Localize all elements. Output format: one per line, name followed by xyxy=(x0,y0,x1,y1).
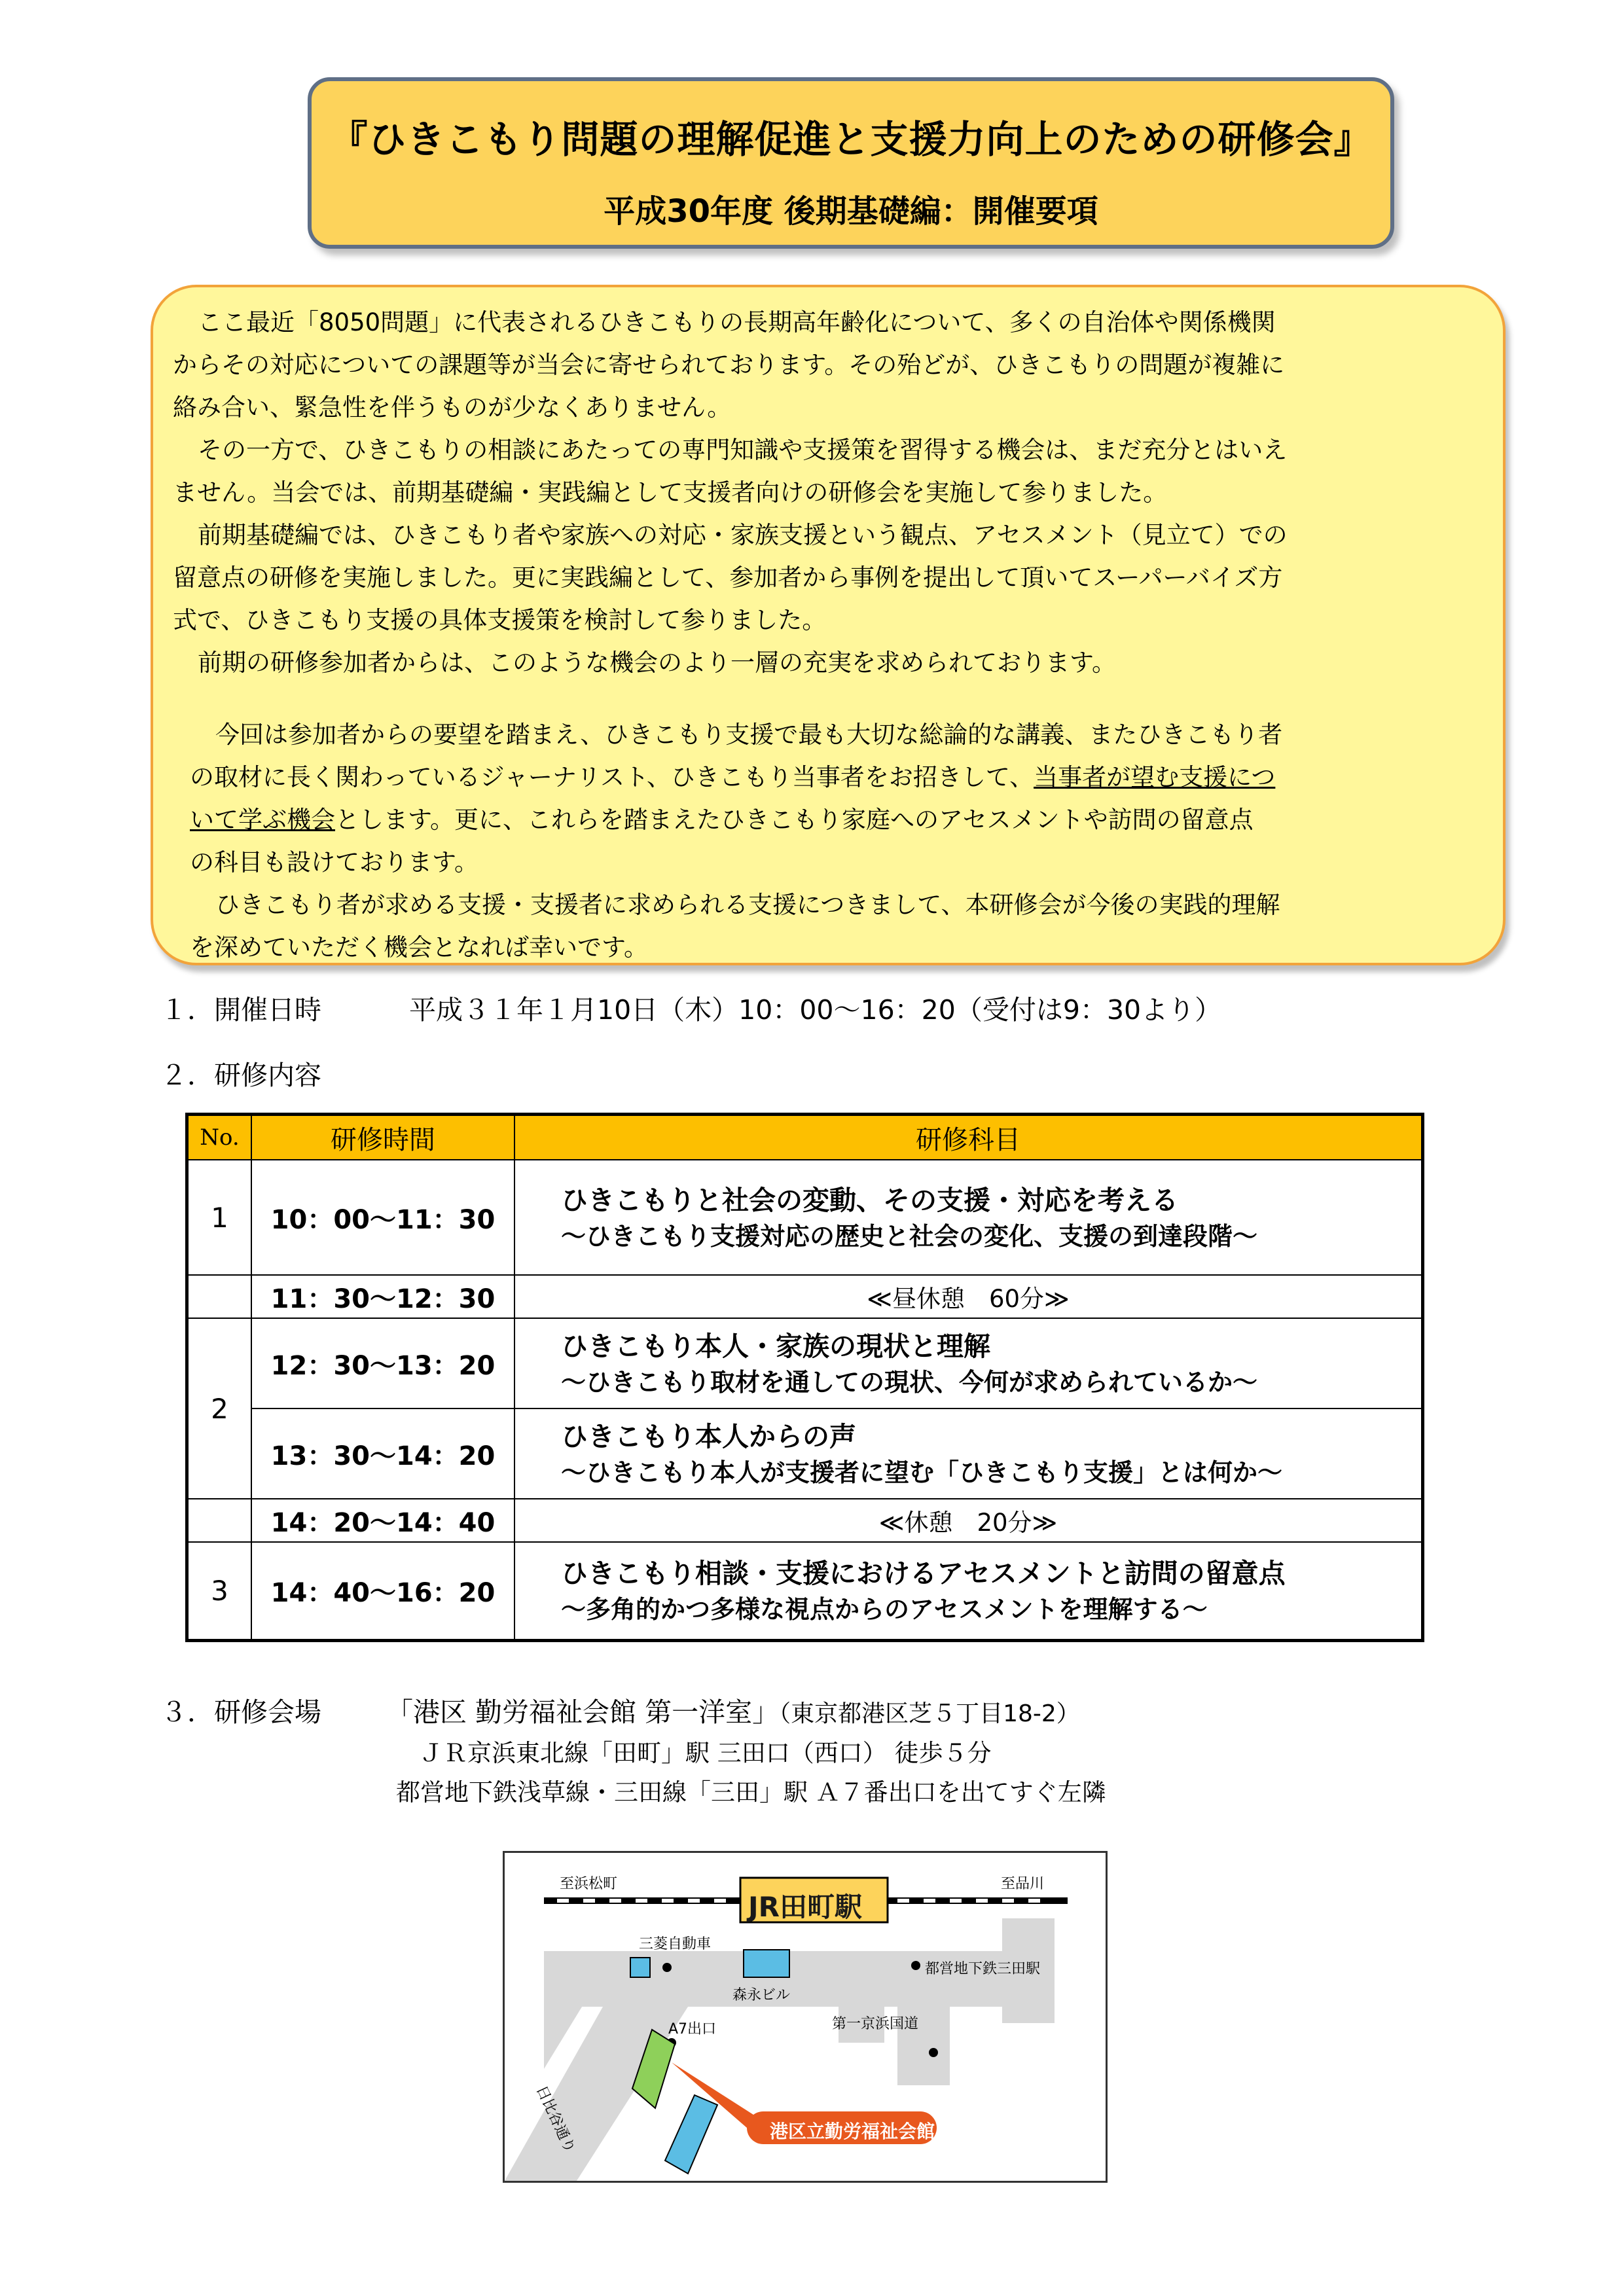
break-label: ≪昼休憩 60分≫ xyxy=(514,1275,1423,1318)
session-subject xyxy=(514,1160,1423,1275)
dot-marker xyxy=(929,2048,938,2057)
intro-line: ここ最近「8050問題」に代表されるひきこもりの長期高年齢化について、多くの自治体や関係機関 xyxy=(198,308,1276,336)
section1-value: 平成３１年１月10日（木）10：00～16：20（受付は9：30より） xyxy=(409,994,1222,1026)
intro-line: を深めていただく機会となれば幸いです。 xyxy=(190,933,649,961)
session-subject xyxy=(514,1542,1423,1640)
session-subject xyxy=(514,1318,1423,1408)
table-row-break xyxy=(187,1275,1423,1318)
intro-line: 留意点の研修を実施しました。更に実践編として、参加者から事例を提出して頂いてスーパーバイズ方 xyxy=(173,564,1283,592)
intro-line: の科目も設けております。 xyxy=(190,848,479,876)
adjacent-building xyxy=(665,2095,717,2174)
document-subtitle: 平成30年度 後期基礎編：開催要項 xyxy=(604,193,1098,230)
table-row xyxy=(187,1160,1423,1275)
map-venue-label: 港区立勤労福祉会館 xyxy=(770,2121,935,2142)
session-no xyxy=(187,1499,252,1542)
session-time: 13：30～14：20 xyxy=(251,1408,514,1499)
intro-text: とします。更に、これらを踏まえたひきこもり家庭へのアセスメントや訪問の留意点 xyxy=(335,806,1254,834)
subject-desc: ～多角的かつ多様な視点からのアセスメントを理解する～ xyxy=(561,1595,1208,1624)
venue-address: （東京都港区芝５丁目18-2） xyxy=(779,1700,1080,1727)
intro-line: 絡み合い、緊急性を伴うものが少なくありません。 xyxy=(173,393,732,422)
morinaga-building xyxy=(744,1950,789,1977)
session-time: 14：40～16：20 xyxy=(251,1542,514,1640)
break-label: ≪休憩 20分≫ xyxy=(514,1499,1423,1542)
access-subway: 都営地下鉄浅草線・三田線「三田」駅 Ａ７番出口を出てすぐ左隣 xyxy=(396,1778,1106,1806)
intro-line: ません。当会では、前期基礎編・実践編として支援者向けの研修会を実施して参りました。 xyxy=(173,478,1168,507)
intro-line: 前期の研修参加者からは、このような機会のより一層の充実を求められております。 xyxy=(198,649,1117,677)
section2-label: ２．研修内容 xyxy=(160,1060,321,1091)
session-subject xyxy=(514,1408,1423,1499)
table-row xyxy=(187,1408,1423,1499)
dot-marker xyxy=(911,1961,920,1970)
session-time: 14：20～14：40 xyxy=(251,1499,514,1542)
venue-title: 「港区 勤労福祉会館 第一洋室」 xyxy=(386,1696,780,1728)
access-map xyxy=(503,1851,1108,2183)
intro-line: からその対応についての課題等が当会に寄せられております。その殆どが、ひきこもりの問題が複雑に xyxy=(173,351,1285,379)
intro-line-with-underline xyxy=(190,804,1254,836)
session-no: 2 xyxy=(187,1318,252,1499)
title-box xyxy=(308,77,1394,249)
header-subject: 研修科目 xyxy=(514,1115,1423,1160)
road-hibiya xyxy=(505,2007,688,2181)
table-row xyxy=(187,1542,1423,1640)
session-no: 3 xyxy=(187,1542,252,1640)
subject-title: ひきこもり本人・家族の現状と理解 xyxy=(561,1331,990,1362)
map-mitsubishi: 三菱自動車 xyxy=(639,1936,712,1952)
map-subway: 都営地下鉄三田駅 xyxy=(925,1961,1041,1977)
intro-line: 式で、ひきこもり支援の具体支援策を検討して参りました。 xyxy=(173,606,827,634)
table-header-row xyxy=(187,1115,1423,1160)
subject-title: ひきこもり本人からの声 xyxy=(561,1421,856,1452)
session-no xyxy=(187,1275,252,1318)
map-street: 日比谷通り xyxy=(532,2083,578,2156)
map-road: 第一京浜国道 xyxy=(832,2016,919,2032)
subject-title: ひきこもりと社会の変動、その支援・対応を考える xyxy=(561,1185,1178,1216)
map-to-shinagawa: 至品川 xyxy=(1001,1876,1045,1892)
header-no: No. xyxy=(187,1115,252,1160)
map-morinaga: 森永ビル xyxy=(732,1987,791,2003)
dot-marker xyxy=(662,1963,672,1972)
map-exit: A7出口 xyxy=(668,2021,717,2037)
intro-underlined-text: 当事者が望む支援につ xyxy=(1034,763,1276,791)
intro-line: 前期基礎編では、ひきこもり者や家族への対応・家族支援という観点、アセスメント（見立て）での xyxy=(198,521,1288,549)
subject-desc: ～ひきこもり取材を通しての現状、今何が求められているか～ xyxy=(561,1368,1258,1397)
table-row-break xyxy=(187,1499,1423,1542)
header-time: 研修時間 xyxy=(251,1115,514,1160)
intro-line: 今回は参加者からの要望を踏まえ、ひきこもり支援で最も大切な総論的な講義、またひきこもり者 xyxy=(215,721,1283,749)
session-time: 12：30～13：20 xyxy=(251,1318,514,1408)
intro-underlined-text: いて学ぶ機会 xyxy=(190,806,335,834)
section1-label: １．開催日時 xyxy=(160,994,321,1026)
intro-text: の取材に長く関わっているジャーナリスト、ひきこもり当事者をお招きして、 xyxy=(190,763,1034,791)
intro-line: ひきこもり者が求める支援・支援者に求められる支援につきまして、本研修会が今後の実践的理解 xyxy=(215,891,1280,919)
subject-title: ひきこもり相談・支援におけるアセスメントと訪問の留意点 xyxy=(561,1558,1286,1590)
session-time: 11：30～12：30 xyxy=(251,1275,514,1318)
map-station-label: JR田町駅 xyxy=(748,1891,862,1923)
venue-name xyxy=(386,1691,1080,1729)
intro-box xyxy=(151,285,1506,965)
section3-label: ３．研修会場 xyxy=(160,1696,321,1728)
intro-line-with-underline xyxy=(190,762,1275,793)
map-to-hamamatsucho: 至浜松町 xyxy=(560,1876,618,1892)
session-no: 1 xyxy=(187,1160,252,1275)
subject-desc: ～ひきこもり支援対応の歴史と社会の変化、支援の到達段階～ xyxy=(561,1222,1258,1251)
session-time: 10：00～11：30 xyxy=(251,1160,514,1275)
schedule-table xyxy=(185,1113,1424,1642)
intro-line: その一方で、ひきこもりの相談にあたっての専門知識や支援策を習得する機会は、まだ充分とはいえ xyxy=(198,436,1288,464)
mitsubishi-building xyxy=(630,1958,650,1977)
document-title: 『ひきこもり問題の理解促進と支援力向上のための研修会』 xyxy=(329,117,1373,162)
subject-desc: ～ひきこもり本人が支援者に望む「ひきこもり支援」とは何か～ xyxy=(561,1458,1283,1487)
table-row xyxy=(187,1318,1423,1408)
access-jr: ＪＲ京浜東北線「田町」駅 三田口（西口） 徒歩５分 xyxy=(419,1739,992,1767)
